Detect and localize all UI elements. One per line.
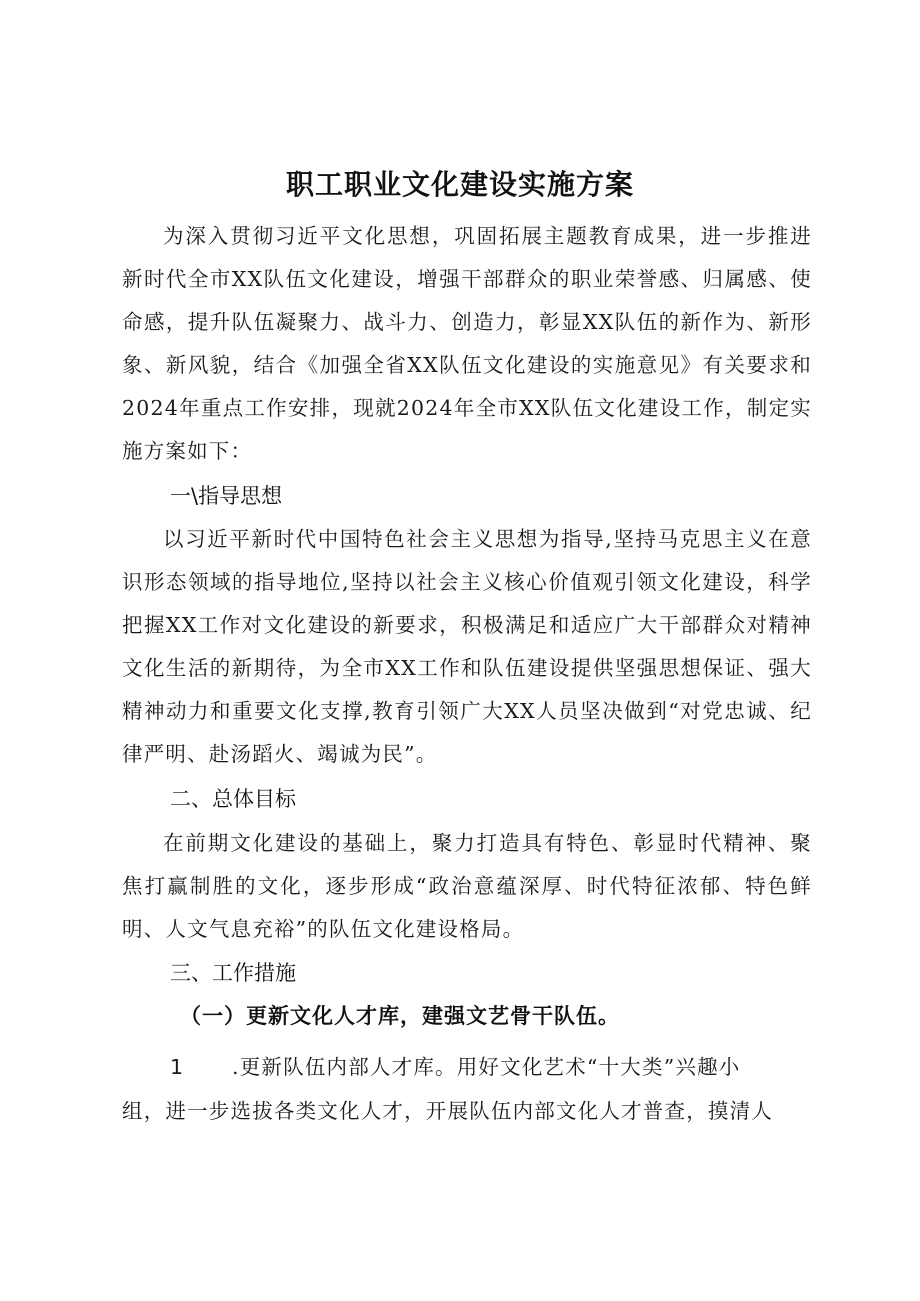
section-heading-work-measures: 三、工作措施 bbox=[170, 961, 296, 985]
list-item-1-line-1 bbox=[122, 1046, 812, 1089]
list-item-text: .更新队伍内部人才库。用好文化艺术“十大类”兴趣小 bbox=[232, 1055, 741, 1079]
guiding-ideology-paragraph: 以习近平新时代中国特色社会主义思想为指导,坚持马克思主义在意识形态领域的指导地位,坚持以社会主义核心价值观引领文化建设，科学把握XX工作对文化建设的新要求，积极满足和适应广大干部群众对精神文化生活的新期待，为全市XX工作和队伍建设提供坚强思想保证、强大精神动力和重要文化支撑,教育引领广大XX人员坚决做到“对党忠诚、纪律严明、赴汤蹈火、竭诚为民”。 bbox=[122, 527, 812, 766]
section-heading-overall-goals: 二、总体目标 bbox=[170, 787, 296, 811]
intro-paragraph: 为深入贯彻习近平文化思想，巩固拓展主题教育成果，进一步推进新时代全市XX队伍文化建设，增强干部群众的职业荣誉感、归属感、使命感，提升队伍凝聚力、战斗力、创造力，彰显XX队伍的新作为、新形象、新风貌，结合《加强全省XX队伍文化建设的实施意见》有关要求和2024年重点工作安排，现就2024年全市XX队伍文化建设工作，制定实施方案如下： bbox=[122, 224, 812, 463]
document-title: 职工职业文化建设实施方案 bbox=[285, 168, 634, 201]
overall-goals-paragraph: 在前期文化建设的基础上，聚力打造具有特色、彰显时代精神、聚焦打赢制胜的文化，逐步形成“政治意蕴深厚、时代特征浓郁、特色鲜明、人文气息充裕”的队伍文化建设格局。 bbox=[122, 831, 812, 941]
section-heading-guiding-ideology: 一\指导思想 bbox=[170, 484, 283, 508]
list-item-number: 1 bbox=[170, 1055, 185, 1079]
list-item-1-line-2: 组，进一步选拔各类文化人才，开展队伍内部文化人才普查，摸清人 bbox=[122, 1099, 773, 1123]
subsection-heading-talent-pool: （一）更新文化人才库，建强文艺骨干队伍。 bbox=[180, 1003, 620, 1028]
